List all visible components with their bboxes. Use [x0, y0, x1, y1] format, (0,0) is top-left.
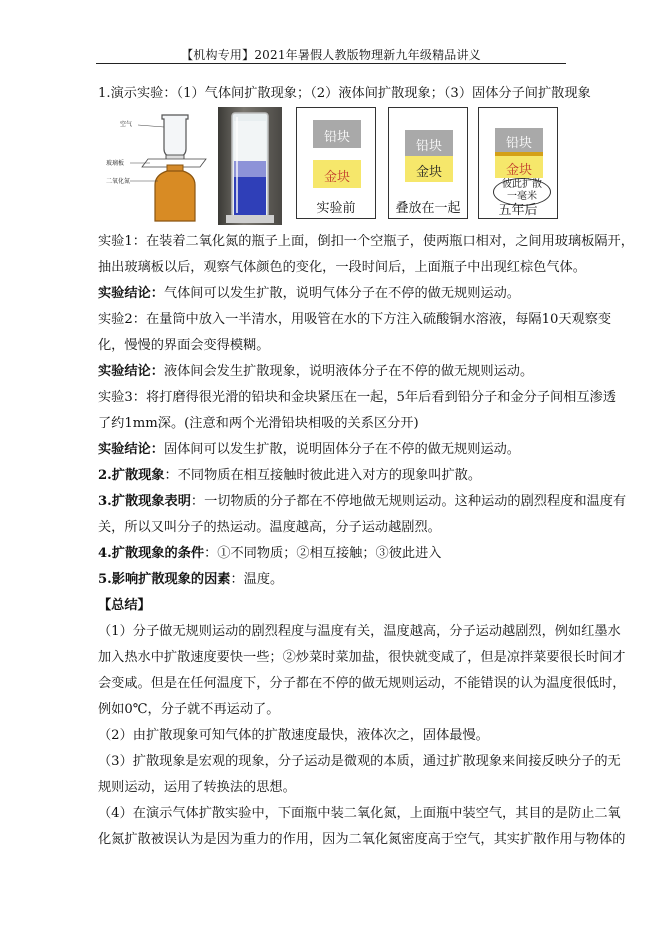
line-text: 加入热水中扩散速度要快一些；②炒菜时菜加盐，很快就变咸了，但是凉拌菜要很长时间才	[98, 650, 626, 665]
page-header: 【机构专用】2021年暑假人教版物理新九年级精品讲义	[181, 48, 481, 62]
panel-after	[478, 107, 558, 219]
line-label: 3.扩散现象表明	[98, 494, 191, 509]
lead-label: 铅块	[415, 139, 442, 154]
body-line	[98, 388, 616, 408]
line-text: 了约1mm深。(注意和两个光滑铅块相吸的关系区分开)	[98, 416, 419, 431]
body-line	[98, 544, 568, 564]
body-line	[98, 596, 568, 616]
line-label: 4.扩散现象的条件	[98, 546, 205, 561]
gold-block	[495, 156, 543, 178]
body-line	[98, 284, 568, 304]
panel-caption: 实验前	[316, 201, 356, 216]
lead-block	[495, 128, 543, 152]
body-line	[98, 570, 568, 590]
line-text: 例如0℃，分子就不再运动了。	[98, 702, 280, 717]
lead-label: 铅块	[505, 136, 532, 151]
gold-block	[313, 160, 361, 188]
body-line	[98, 466, 568, 486]
line-text: 固体间可以发生扩散，说明固体分子在不停的做无规则运动。	[163, 442, 520, 457]
label-air: 空气	[120, 121, 133, 128]
line-label: 实验结论：	[98, 364, 164, 379]
panel-stacked	[388, 107, 468, 219]
body-line	[98, 362, 568, 382]
lead-block	[405, 130, 453, 156]
line-text: 液体间会发生扩散现象，说明液体分子在不停的做无规则运动。	[163, 364, 534, 379]
bubble-line1: 彼此扩散	[502, 179, 542, 190]
line-text: （1）分子做无规则运动的剧烈程度与温度有关，温度越高，分子运动越剧烈，例如红墨水	[98, 624, 621, 639]
gold-block	[405, 156, 453, 182]
line-text: ：①不同物质；②相互接触；③彼此进入	[204, 546, 442, 561]
line-text: 会变咸。但是在任何温度下，分子都在不停的做无规则运动，不能错误的认为温度很低时，	[98, 676, 626, 691]
line-text: 气体间可以发生扩散，说明气体分子在不停的做无规则运动。	[163, 286, 520, 301]
lead-label: 铅块	[323, 130, 350, 145]
figure-row	[106, 107, 560, 225]
body-line	[98, 830, 626, 850]
body-line	[98, 440, 568, 460]
body-line	[98, 414, 568, 434]
gas-diffusion-apparatus	[106, 107, 210, 225]
body-line	[98, 258, 586, 278]
body-line	[98, 518, 568, 538]
line-text: 【总结】	[98, 598, 151, 613]
gold-label: 金块	[505, 163, 532, 178]
gold-label: 金块	[415, 165, 442, 180]
line-text: ：温度。	[230, 572, 284, 587]
line-label: 2.扩散现象	[98, 468, 165, 483]
panel-before	[296, 107, 376, 219]
body-line	[98, 336, 568, 356]
panel-caption: 五年后	[498, 203, 538, 218]
body-line	[98, 726, 568, 746]
line-text: 关，所以又叫分子的热运动。温度越高，分子运动越剧烈。	[98, 520, 441, 535]
lead-block	[313, 120, 361, 148]
line-text: 规则运动，运用了转换法的思想。	[98, 780, 296, 795]
line-text: （2）由扩散现象可知气体的扩散速度最快，液体次之，固体最慢。	[98, 728, 489, 743]
line-text: （4）在演示气体扩散实验中，下面瓶中装二氧化氮，上面瓶中装空气，其目的是防止二氧	[98, 806, 621, 821]
body-line	[98, 310, 612, 330]
body-line	[98, 622, 621, 642]
body-line	[98, 232, 634, 252]
liquid-diffusion-photo	[218, 107, 282, 225]
body-line	[98, 804, 621, 824]
body-line	[98, 752, 621, 772]
line-label: 实验结论：	[98, 442, 164, 457]
line-text: ：一切物质的分子都在不停地做无规则运动。这种运动的剧烈程度和温度有	[190, 494, 627, 509]
line-text: 化氮扩散被误认为是因为重力的作用，因为二氧化氮密度高于空气，其实扩散作用与物体的	[98, 832, 626, 847]
line-label: 实验结论：	[98, 286, 164, 301]
line-text: ：不同物质在相互接触时彼此进入对方的现象叫扩散。	[164, 468, 482, 483]
line-text: 实验1：在装着二氧化氮的瓶子上面，倒扣一个空瓶子，使两瓶口相对，之间用玻璃板隔开，	[98, 234, 634, 249]
gold-label: 金块	[323, 170, 350, 185]
line-text: 实验2：在量筒中放入一半清水，用吸管在水的下方注入硫酸铜水溶液，每隔10天观察变	[98, 312, 612, 327]
body-line	[98, 700, 568, 720]
line-label: 5.影响扩散现象的因素	[98, 572, 231, 587]
body-line	[98, 492, 627, 512]
label-no2: 二氧化氮	[106, 178, 131, 185]
header-divider	[96, 63, 566, 64]
panel-caption: 叠放在一起	[395, 201, 461, 216]
bubble-line2: 一毫米	[507, 191, 537, 202]
line-text: 化，慢慢的界面会变得模糊。	[98, 338, 270, 353]
body-line	[98, 674, 626, 694]
intro-line: 1.演示实验：（1）气体间扩散现象；（2）液体间扩散现象；（3）固体分子间扩散现象	[98, 86, 591, 101]
line-text: 抽出玻璃板以后，观察气体颜色的变化，一段时间后，上面瓶子中出现红棕色气体。	[98, 260, 586, 275]
line-text: 实验3：将打磨得很光滑的铅块和金块紧压在一起，5年后看到铅分子和金分子间相互渗透	[98, 390, 616, 405]
label-glass-plate: 玻璃板	[106, 160, 125, 167]
body-line	[98, 648, 626, 668]
body-line	[98, 778, 568, 798]
line-text: （3）扩散现象是宏观的现象，分子运动是微观的本质，通过扩散现象来间接反映分子的无	[98, 754, 621, 769]
